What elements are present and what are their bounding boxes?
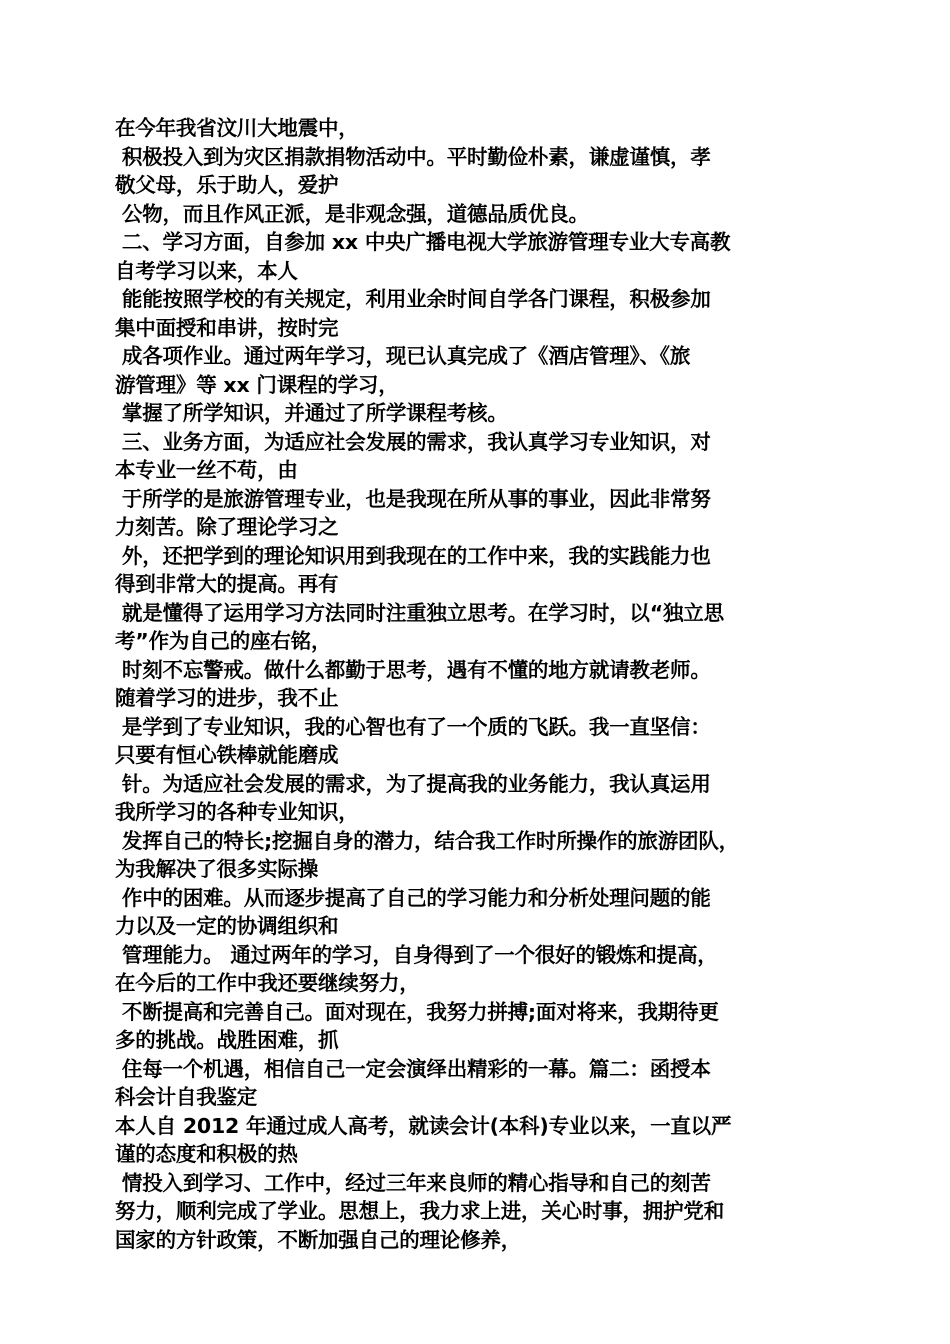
text-line: 公物，而且作风正派，是非观念强，道德品质优良。 — [115, 201, 589, 226]
text-line: 国家的方针政策，不断加强自己的理论修养， — [115, 1227, 521, 1252]
text-line: 二、学习方面，自参加 xx 中央广播电视大学旅游管理专业大专高教 — [115, 230, 731, 254]
text-line: 不断提高和完善自己。面对现在，我努力拼搏;面对将来，我期待更 — [115, 999, 719, 1024]
text-line: 时刻不忘警戒。做什么都勤于思考，遇有不懂的地方就请教老师。 — [115, 657, 711, 682]
text-line: 努力，顺利完成了学业。思想上，我力求上进，关心时事，拥护党和 — [115, 1199, 724, 1223]
text-line: 力以及一定的协调组织和 — [115, 914, 339, 938]
text-line: 科会计自我鉴定 — [115, 1085, 258, 1109]
text-line: 自考学习以来，本人 — [115, 258, 298, 283]
text-line: 在今后的工作中我还要继续努力， — [115, 971, 420, 995]
text-line: 情投入到学习、工作中，经过三年来良师的精心指导和自己的刻苦 — [115, 1170, 711, 1195]
text-line: 力刻苦。除了理论学习之 — [115, 515, 339, 539]
text-line: 游管理》等 xx 门课程的学习， — [115, 372, 399, 397]
text-line: 针。为适应社会发展的需求，为了提高我的业务能力，我认真运用 — [115, 771, 711, 796]
document-body — [115, 114, 840, 1254]
text-line: 于所学的是旅游管理专业，也是我现在所从事的事业，因此非常努 — [115, 486, 711, 511]
text-line: 本人自 2012 年通过成人高考，就读会计(本科)专业以来，一直以严 — [115, 1113, 732, 1138]
text-line: 三、业务方面，为适应社会发展的需求，我认真学习专业知识，对 — [115, 429, 711, 454]
text-line: 敬父母，乐于助人，爱护 — [115, 173, 339, 197]
text-line: 为我解决了很多实际操 — [115, 857, 318, 881]
text-line: 掌握了所学知识，并通过了所学课程考核。 — [115, 401, 508, 425]
text-line: 在今年我省汶川大地震中， — [115, 116, 359, 140]
text-line: 发挥自己的特长;挖掘自身的潜力，结合我工作时所操作的旅游团队， — [115, 828, 739, 853]
text-line: 多的挑战。战胜困难，抓 — [115, 1028, 339, 1052]
text-line: 能能按照学校的有关规定，利用业余时间自学各门课程，积极参加 — [115, 287, 711, 311]
text-line: 是学到了专业知识，我的心智也有了一个质的飞跃。我一直坚信： — [115, 714, 711, 739]
text-line: 作中的困难。从而逐步提高了自己的学习能力和分析处理问题的能 — [115, 885, 711, 910]
text-line: 只要有恒心铁棒就能磨成 — [115, 743, 339, 767]
text-line: 考”作为自己的座右铭， — [115, 629, 332, 653]
text-line: 就是懂得了运用学习方法同时注重独立思考。在学习时，以“独立思 — [115, 600, 724, 625]
text-line: 成各项作业。通过两年学习，现已认真完成了《酒店管理》、《旅 — [115, 344, 691, 368]
text-line: 住每一个机遇，相信自己一定会演绎出精彩的一幕。篇二：函授本 — [115, 1056, 711, 1081]
text-line: 积极投入到为灾区捐款捐物活动中。平时勤俭朴素，谦虚谨慎，孝 — [115, 144, 711, 169]
text-line: 我所学习的各种专业知识， — [115, 800, 359, 824]
text-line: 外，还把学到的理论知识用到我现在的工作中来，我的实践能力也 — [115, 543, 711, 568]
text-line: 集中面授和串讲，按时完 — [115, 315, 339, 340]
text-line: 本专业一丝不苟，由 — [115, 458, 298, 482]
text-line: 管理能力。 通过两年的学习，自身得到了一个很好的锻炼和提高， — [115, 942, 718, 967]
text-line: 得到非常大的提高。再有 — [115, 572, 339, 596]
text-line: 随着学习的进步，我不止 — [115, 686, 339, 710]
text-line: 谨的态度和积极的热 — [115, 1142, 298, 1166]
